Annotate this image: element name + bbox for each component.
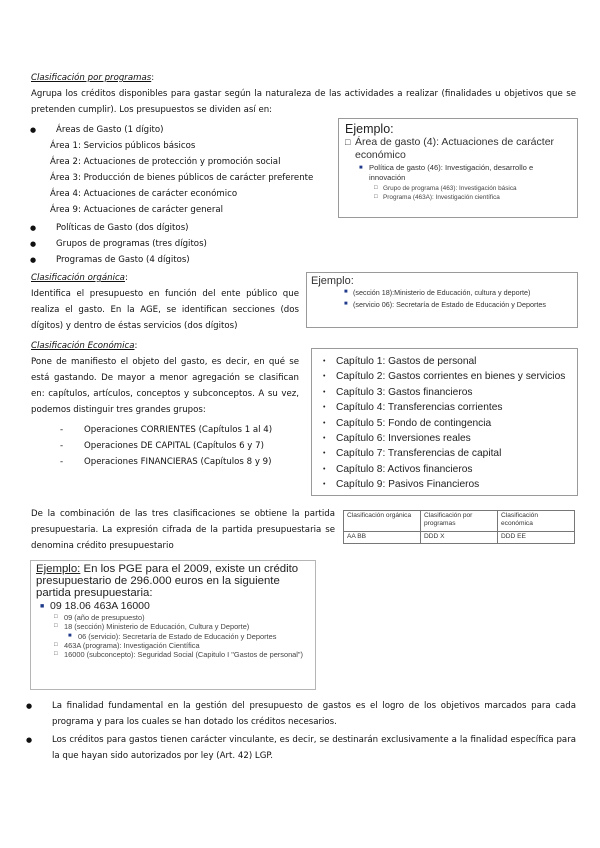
example-area: Área de gasto (4): Actuaciones de carácter económico bbox=[355, 136, 555, 161]
table-cell: DDD X bbox=[421, 532, 498, 544]
square-bullet-icon: ■ bbox=[40, 602, 45, 610]
combinacion-text: De la combinación de las tres clasificaciones se obtiene la partida presupuestaria. La expresión cifrada de la partida presupuestaria se denomina crédito presupuestario bbox=[31, 509, 335, 551]
list-item: 06 (servicio): Secretaría de Estado de Educación y Deportes bbox=[78, 631, 277, 641]
example-label: Ejemplo: bbox=[36, 563, 81, 575]
programas-intro: Agrupa los créditos disponibles para gastar según la naturaleza de las actividades a realizar (finalidades u objetivos que se pretenden cumplir). Los presupuestos se dividen así en: bbox=[31, 89, 576, 115]
capitulos-box bbox=[311, 348, 578, 496]
list-item: • Capítulo 3: Gastos financieros bbox=[336, 385, 573, 400]
list-item: • Capítulo 2: Gastos corrientes en bienes y servicios bbox=[336, 369, 573, 384]
economica-groups bbox=[84, 422, 304, 470]
list-item: Área 2: Actuaciones de protección y promoción social bbox=[50, 157, 281, 167]
table-cell: DDD EE bbox=[498, 532, 575, 544]
list-item: - Operaciones DE CAPITAL (Capítulos 6 y 7) bbox=[84, 438, 304, 454]
organica-text: Identifica el presupuesto en función del ente público que realiza el gasto. En la AGE, se identifican secciones (dos dígitos) y dentro de éstas servicios (dos dígitos) bbox=[31, 289, 299, 331]
square-bullet-icon: ■ bbox=[68, 632, 72, 639]
square-bullet-icon: □ bbox=[54, 651, 58, 658]
section-heading-organica: Clasificación orgánica: bbox=[31, 273, 128, 283]
list-item: • Capítulo 6: Inversiones reales bbox=[336, 431, 573, 446]
list-item: • Capítulo 4: Transferencias corrientes bbox=[336, 400, 573, 415]
list-item: • Capítulo 7: Transferencias de capital bbox=[336, 446, 573, 461]
list-item: (sección 18):Ministerio de Educación, cultura y deporte) bbox=[353, 288, 531, 297]
section-heading-economica: Clasificación Económica: bbox=[31, 341, 138, 351]
section-heading-programas: Clasificación por programas: bbox=[31, 73, 155, 83]
square-bullet-icon: □ bbox=[54, 641, 58, 648]
example-box-pge bbox=[30, 560, 316, 690]
example-pge-title: En los PGE para el 2009, existe un crédito presupuestario de 296.000 euros en la siguiente partida presupuestaria: bbox=[36, 563, 299, 600]
heading-programas: Clasificación por programas bbox=[31, 73, 152, 83]
example-code: 09 18.06 463A 16000 bbox=[50, 599, 150, 612]
list-item: ● Políticas de Gasto (dos dígitos) bbox=[56, 220, 336, 236]
list-item: - Operaciones CORRIENTES (Capítulos 1 al 4) bbox=[84, 422, 304, 438]
list-item: • Capítulo 5: Fondo de contingencia bbox=[336, 416, 573, 431]
example-title: Ejemplo: bbox=[311, 275, 354, 287]
example-title: Ejemplo: bbox=[345, 122, 394, 136]
list-item: ● Los créditos para gastos tienen carácter vinculante, es decir, se destinarán exclusivamente a la finalidad específica para la que hayan sido autorizados por ley (Art. 42) LGP. bbox=[52, 732, 576, 764]
square-bullet-icon: ■ bbox=[344, 289, 348, 295]
list-item: 16000 (subconcepto): Seguridad Social (Capitulo I "Gastos de personal") bbox=[64, 650, 304, 660]
square-bullet-icon: □ bbox=[374, 185, 378, 191]
list-item: 18 (sección) Ministerio de Educación, Cultura y Deporte) bbox=[64, 622, 250, 632]
areas-list bbox=[50, 138, 350, 218]
list-item: • Capítulo 8: Activos financieros bbox=[336, 462, 573, 477]
list-item: ● Áreas de Gasto (1 dígito) bbox=[56, 122, 336, 138]
heading-economica: Clasificación Económica bbox=[31, 341, 135, 351]
list-item: Área 1: Servicios públicos básicos bbox=[50, 141, 196, 151]
square-bullet-icon: □ bbox=[54, 623, 58, 630]
list-item: - Operaciones FINANCIERAS (Capítulos 8 y 9) bbox=[84, 454, 304, 470]
partida-table bbox=[343, 510, 575, 544]
programas-bullets bbox=[56, 122, 336, 138]
list-item: ● La finalidad fundamental en la gestión del presupuesto de gastos es el logro de los objetivos marcados para cada programa y para los cuales se han dotado los créditos necesarios. bbox=[52, 698, 576, 730]
list-item: • Capítulo 1: Gastos de personal bbox=[336, 354, 573, 369]
heading-organica: Clasificación orgánica bbox=[31, 273, 125, 283]
list-item: Área 9: Actuaciones de carácter general bbox=[50, 205, 224, 215]
list-item: Área 3: Producción de bienes públicos de carácter preferente bbox=[50, 173, 314, 183]
table-header-cell: Clasificación por programas bbox=[421, 511, 498, 532]
example-politica: Política de gasto (46): Investigación, desarrollo e innovación bbox=[369, 163, 534, 182]
example-programa: Programa (463A): Investigación científica bbox=[383, 194, 500, 201]
list-item: ● Programas de Gasto (4 dígitos) bbox=[56, 252, 336, 268]
list-item: • Capítulo 9: Pasivos Financieros bbox=[336, 477, 573, 492]
programas-more-bullets bbox=[56, 220, 336, 268]
table-cell: AA BB bbox=[344, 532, 421, 544]
list-item: Área 4: Actuaciones de carácter económico bbox=[50, 189, 238, 199]
example-grupo: Grupo de programa (463): Investigación básica bbox=[383, 185, 517, 192]
capitulos-list bbox=[336, 354, 573, 493]
square-bullet-icon: □ bbox=[374, 194, 378, 200]
example-box-programas bbox=[338, 118, 578, 218]
square-bullet-icon: ■ bbox=[359, 165, 363, 171]
list-item: (servicio 06): Secretaría de Estado de Educación y Deportes bbox=[353, 299, 546, 309]
list-item: 463A (programa): Investigación Científica bbox=[64, 640, 200, 650]
square-bullet-icon: ■ bbox=[344, 300, 348, 307]
list-item: 09 (año de presupuesto) bbox=[64, 612, 145, 622]
square-bullet-icon: □ bbox=[54, 613, 58, 620]
table-header-cell: Clasificación orgánica bbox=[344, 511, 421, 532]
final-bullets bbox=[52, 698, 576, 764]
checkbox-bullet-icon: □ bbox=[345, 137, 351, 147]
table-header-cell: Clasificación económica bbox=[498, 511, 575, 532]
example-box-organica bbox=[306, 272, 578, 328]
list-item: ● Grupos de programas (tres dígitos) bbox=[56, 236, 336, 252]
economica-text: Pone de manifiesto el objeto del gasto, es decir, en qué se está gastando. De mayor a menor agregación se clasifican en: capítulos, artículos, conceptos y subconceptos. A su vez, podemos distinguir tres grandes grupos: bbox=[31, 357, 299, 415]
